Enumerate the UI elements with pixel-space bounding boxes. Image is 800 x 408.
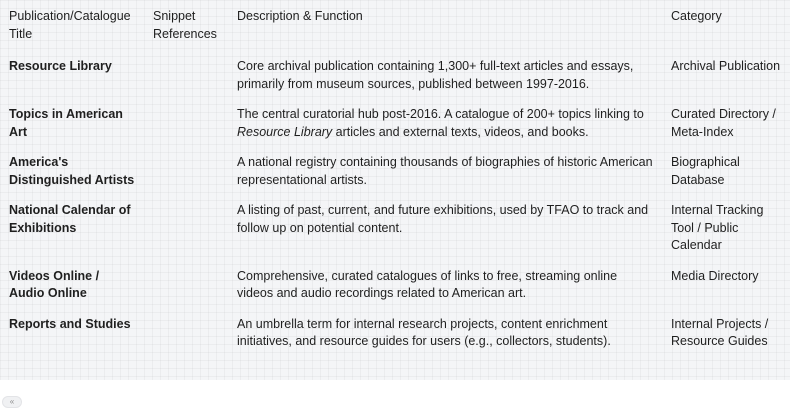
table-row xyxy=(0,99,790,147)
row-category: Biographical Database xyxy=(671,155,740,187)
row-description xyxy=(228,147,662,195)
row-title: Topics in American Art xyxy=(9,107,123,139)
row-title: Resource Library xyxy=(9,59,112,73)
description-text: Comprehensive, curated catalogues of links to free, streaming online videos and audio recordings related to American art. xyxy=(237,268,618,300)
row-category: Archival Publication xyxy=(671,59,781,73)
row-description xyxy=(228,99,662,147)
table-row xyxy=(0,50,790,99)
row-description xyxy=(228,261,662,309)
description-text: The central curatorial hub post-2016. A catalogue of 200+ topics linking to xyxy=(237,107,644,121)
description-text: Core archival publication containing 1,300+ full-text articles and essays, primarily from museum sources, published between 1997-2016. xyxy=(237,59,634,91)
description-text: A national registry containing thousands of biographies of historic American representational artists. xyxy=(237,155,653,187)
row-snippets xyxy=(144,99,228,147)
description-text-end: articles and external texts, videos, and books. xyxy=(332,124,589,139)
row-snippets xyxy=(144,261,228,309)
row-title: America's Distinguished Artists xyxy=(9,155,135,187)
row-description xyxy=(228,50,662,99)
row-category: Internal Tracking Tool / Public Calendar xyxy=(671,203,764,252)
table-row xyxy=(0,261,790,309)
description-emphasis: Resource Library xyxy=(237,124,333,139)
row-category: Internal Projects / Resource Guides xyxy=(671,316,769,348)
header-description: Description & Function xyxy=(237,9,363,23)
header-snippets: Snippet References xyxy=(153,9,217,41)
table-header xyxy=(0,0,790,50)
row-category: Media Directory xyxy=(671,268,759,283)
scroll-down-button[interactable]: « xyxy=(2,396,22,408)
row-title: Reports and Studies xyxy=(9,316,131,331)
row-category: Curated Directory / Meta-Index xyxy=(671,107,776,139)
row-description xyxy=(228,309,662,357)
table-body xyxy=(0,50,790,357)
table-row xyxy=(0,195,790,261)
header-title: Publication/Catalogue Title xyxy=(9,9,131,41)
table-row xyxy=(0,147,790,195)
table-row xyxy=(0,309,790,357)
header-row xyxy=(0,0,790,50)
row-snippets xyxy=(144,147,228,195)
row-title: Videos Online / Audio Online xyxy=(9,268,100,300)
row-snippets xyxy=(144,195,228,261)
row-title: National Calendar of Exhibitions xyxy=(9,203,131,235)
row-description xyxy=(228,195,662,261)
row-snippets xyxy=(144,50,228,99)
description-text: A listing of past, current, and future exhibitions, used by TFAO to track and follow up on potential content. xyxy=(237,203,649,235)
description-text: An umbrella term for internal research projects, content enrichment initiatives, and resource guides for users (e.g., collectors, students). xyxy=(237,316,611,348)
header-category: Category xyxy=(671,9,722,23)
row-snippets xyxy=(144,309,228,357)
